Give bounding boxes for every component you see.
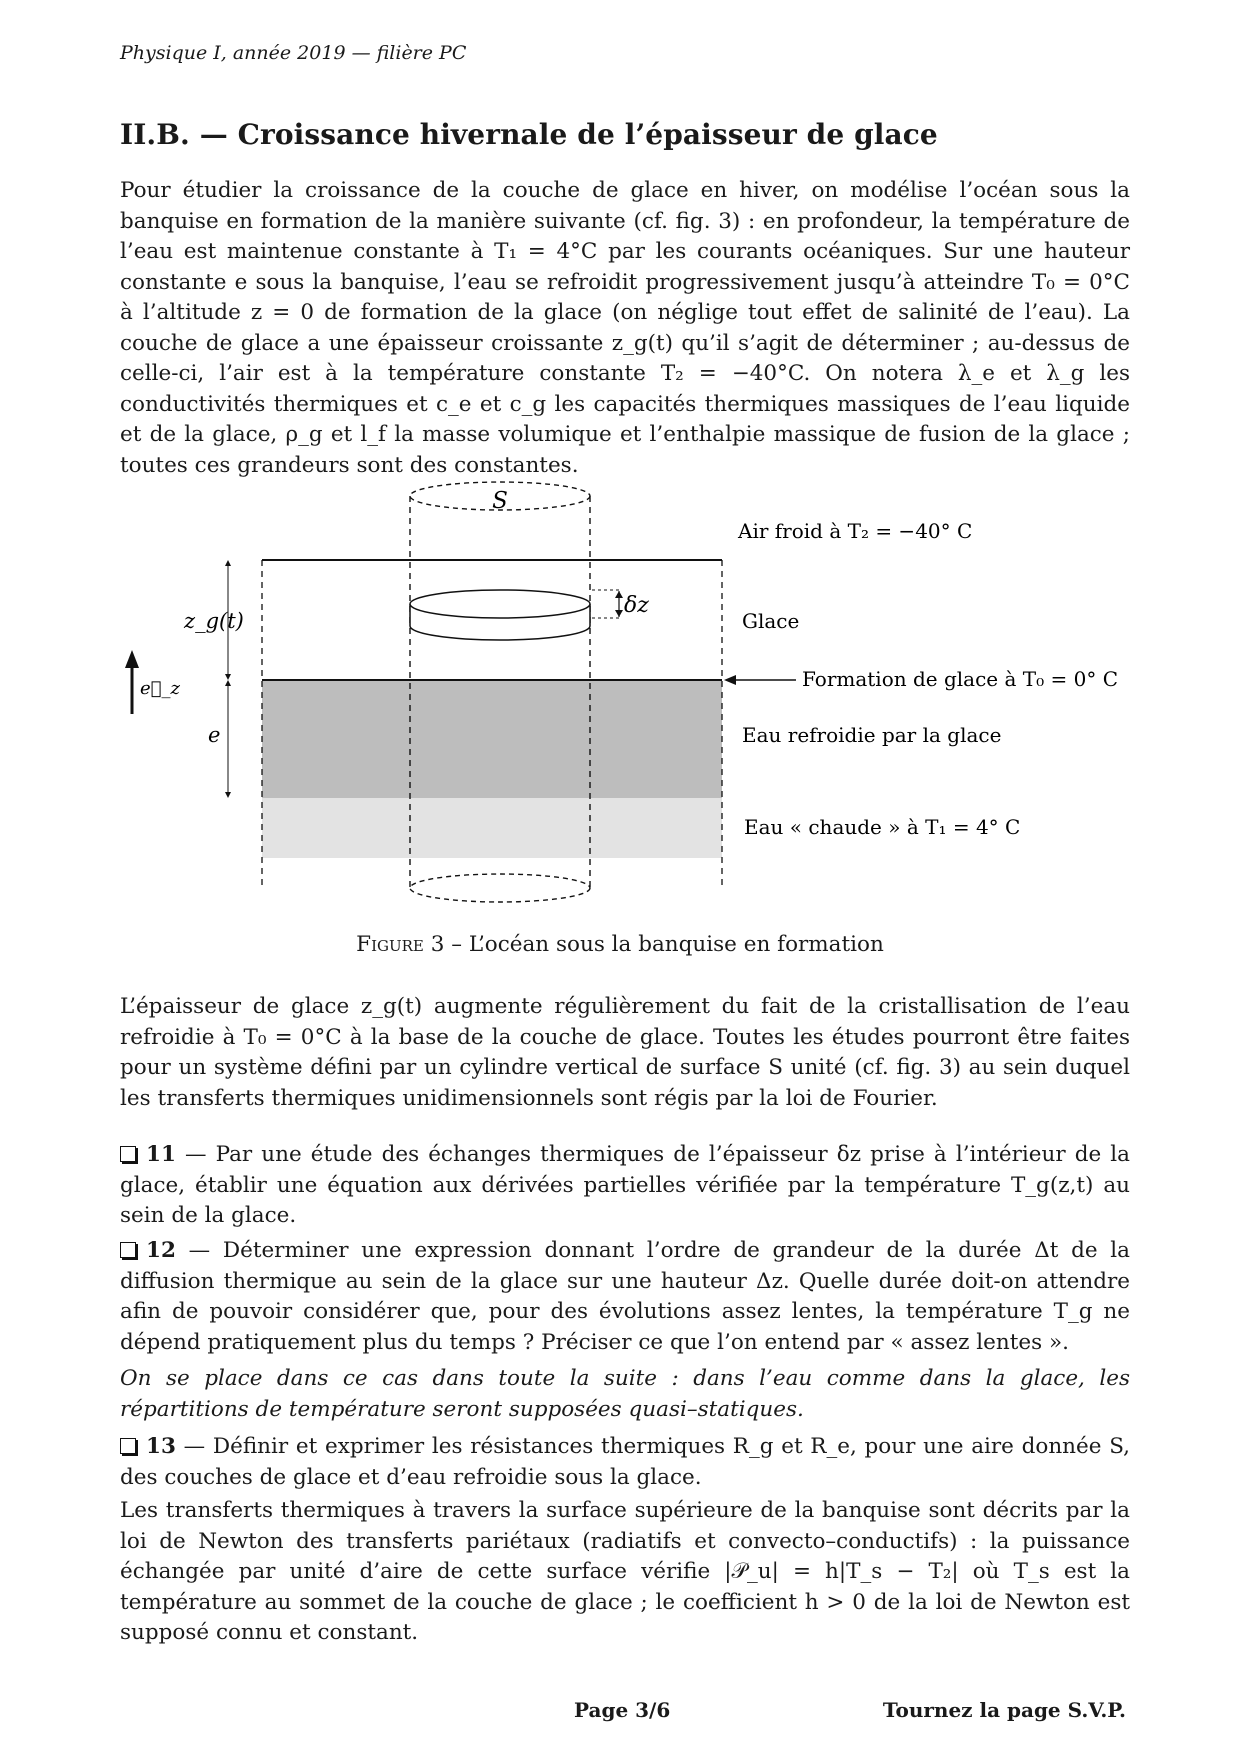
question-11 <box>120 1140 1130 1232</box>
question-13 <box>120 1432 1130 1493</box>
warm-water-layer <box>262 798 722 858</box>
label-e: e <box>208 723 221 747</box>
label-S: S <box>492 488 508 514</box>
label-eau-chaude: Eau « chaude » à T₁ = 4° C <box>744 815 1021 839</box>
label-glace: Glace <box>742 609 800 633</box>
turn-page-note: Tournez la page S.V.P. <box>882 1698 1126 1722</box>
question-text: — Déterminer une expression donnant l’ordre de grandeur de la durée Δt de la diffusion thermique au sein de la glace sur une hauteur Δz. Quelle durée doit-on attendre afin de pouvoir considérer que, pour des évolutions assez lentes, la température T_g ne dépend pratiquement plus du temps ? Préciser ce que l’on entend par « assez lentes ». <box>120 1238 1130 1355</box>
caption-text: – L’océan sous la banquise en formation <box>444 932 884 957</box>
label-dz: δz <box>624 593 649 618</box>
question-number: 12 <box>146 1238 176 1263</box>
intro-paragraph: Pour étudier la croissance de la couche de glace en hiver, on modélise l’océan sous la banquise en formation de la manière suivante (cf. fig. 3) : en profondeur, la température de l’eau est maintenue constante à T₁ = 4°C par les courants océaniques. Sur une hauteur constante e sous la banquise, l’eau se refroidit progressivement jusqu’à atteindre T₀ = 0°C à l’altitude z = 0 de formation de la glace (on néglige tout effet de salinité de l’eau). La couche de glace a une épaisseur croissante z_g(t) qu’il s’agit de déterminer ; au-dessus de celle-ci, l’air est à la température constante T₂ = −40°C. On notera λ_e et λ_g les conductivités thermiques et c_e et c_g les capacités thermiques massiques de l’eau liquide et de la glace, ρ_g et l_f la masse volumique et l’enthalpie massique de fusion de la glace ; toutes ces grandeurs sont des constantes. <box>120 178 1130 478</box>
figure-3-diagram <box>120 478 1130 908</box>
ice-slice-top <box>410 590 590 618</box>
figure-caption <box>0 932 1240 957</box>
checkbox-icon <box>120 1242 136 1258</box>
question-12 <box>120 1236 1130 1358</box>
cold-water-layer <box>262 680 722 798</box>
question-number: 11 <box>146 1142 176 1167</box>
question-text: — Par une étude des échanges thermiques de l’épaisseur δz prise à l’intérieur de la glace, établir une équation aux dérivées partielles vérifiée par la température T_g(z,t) au sein de la glace. <box>120 1142 1130 1228</box>
label-air-froid: Air froid à T₂ = −40° C <box>738 519 973 543</box>
question-number: 13 <box>146 1434 176 1459</box>
label-zg: z_g(t) <box>184 609 244 633</box>
label-ez: e⃗_z <box>140 678 180 699</box>
question-text: — Définir et exprimer les résistances thermiques R_g et R_e, pour une aire donnée S, des couches de glace et d’eau refroidie sous la glace. <box>120 1434 1130 1490</box>
after-figure-paragraph: L’épaisseur de glace z_g(t) augmente régulièrement du fait de la cristallisation de l’eau refroidie à T₀ = 0°C à la base de la couche de glace. Toutes les études pourront être faites pour un système défini par un cylindre vertical de surface S unité (cf. fig. 3) au sein duquel les transferts thermiques unidimensionnels sont régis par la loi de Fourier. <box>120 994 1130 1111</box>
checkbox-icon <box>120 1146 136 1162</box>
newton-paragraph: Les transferts thermiques à travers la surface supérieure de la banquise sont décrits par la loi de Newton des transferts pariétaux (radiatifs et convecto–conductifs) : la puissance échangée par unité d’aire de cette surface vérifie |𝒫_u| = h|T_s − T₂| où T_s est la température au sommet de la couche de glace ; le coefficient h > 0 de la loi de Newton est supposé connu et constant. <box>120 1498 1130 1645</box>
figure-3 <box>120 478 1130 908</box>
cylinder-bottom-ellipse <box>410 874 590 902</box>
caption-prefix: Figure 3 <box>356 932 445 957</box>
italic-note: On se place dans ce cas dans toute la suite : dans l’eau comme dans la glace, les répartitions de température seront supposées quasi–statiques. <box>120 1366 1130 1422</box>
label-formation: Formation de glace à T₀ = 0° C <box>802 667 1118 691</box>
label-eau-refroidie: Eau refroidie par la glace <box>742 723 1002 747</box>
page-number: Page 3/6 <box>574 1698 671 1722</box>
running-header: Physique I, année 2019 — filière PC <box>120 42 467 64</box>
checkbox-icon <box>120 1438 136 1454</box>
section-title: II.B. — Croissance hivernale de l’épaisseur de glace <box>120 118 938 151</box>
